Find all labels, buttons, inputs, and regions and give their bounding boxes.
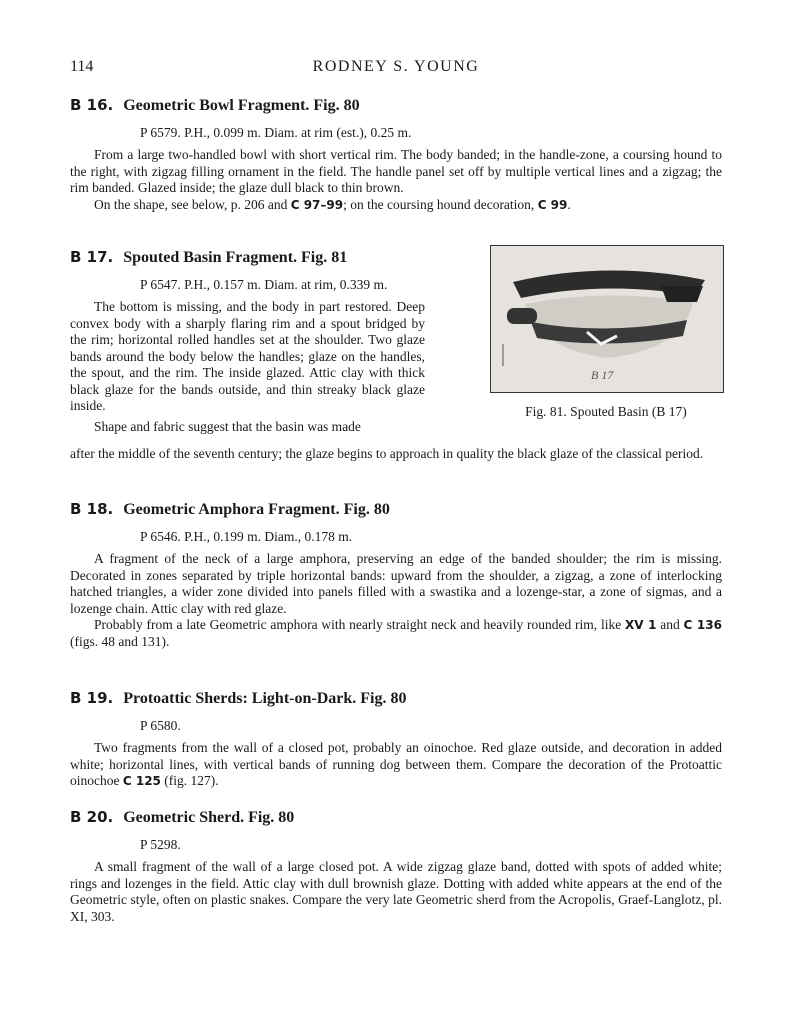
catalog-line: P 6546. P.H., 0.199 m. Diam., 0.178 m.	[140, 529, 353, 544]
description-paragraph: A small fragment of the wall of a large closed pot. A wide zigzag glaze band, dotted with spots of added white; rings and lozenges in the field. Attic clay with dull brownish glaze. Dotting with added white appears at the end of the Geometric style, often on plastic snakes. Compare the very late Geometric sherd from the Acropolis, Graef-Langlotz, pl. XI, 303.	[70, 859, 722, 924]
entry-heading	[70, 95, 722, 116]
entry-title: Protoattic Sherds: Light-on-Dark. Fig. 80	[123, 690, 407, 707]
catalog-line: P 5298.	[140, 837, 181, 852]
entry-id: B 20.	[70, 808, 114, 826]
dating-paragraph-start: Shape and fabric suggest that the basin was made	[94, 418, 361, 434]
page-number: 114	[70, 58, 94, 75]
entry-id: B 16.	[70, 96, 114, 114]
entry-title: Spouted Basin Fragment. Fig. 81	[123, 249, 348, 266]
entry-title: Geometric Bowl Fragment. Fig. 80	[123, 97, 360, 114]
entry-heading	[70, 807, 722, 828]
entry-b18	[70, 499, 722, 650]
description-paragraph: A fragment of the neck of a large amphora, preserving an edge of the banded shoulder; the rim is missing. Decorated in zones separated by triple horizontal bands: upward from the shoulder, a zigzag, a zone of interlocking hatched triangles, a wider zone divided into panels filled with a swastika and a lozenge-star, a zone of sigmas, and a lozenge chain. Attic clay with red glaze.	[70, 551, 722, 616]
entry-b16	[70, 95, 722, 213]
catalog-line: P 6580.	[140, 718, 181, 733]
catalog-line: P 6547. P.H., 0.157 m. Diam. at rim, 0.339 m.	[140, 277, 388, 292]
description-paragraph: From a large two-handled bowl with short vertical rim. The body banded; in the handle-zone, a coursing hound to the right, with zigzag filling ornament in the field. The handle panel set off by multiple vertical lines and a zigzag; the rim banded. Glazed inside; the glaze dull black to thin brown.	[70, 147, 722, 195]
catalog-reference: C 136	[683, 618, 722, 632]
entry-id: B 18.	[70, 500, 114, 518]
entry-heading	[70, 688, 722, 709]
description-paragraph: The bottom is missing, and the body in part restored. Deep convex body with a sharply flaring rim and a spout bridged by the rim; horizontal rolled handles set at the shoulder. Two glaze bands around the body below the handles; glaze on the handles, the spout, and the rim. The inside glazed. Attic clay with thick black glaze for the bands outside, and thin streaky black glaze inside.	[70, 299, 425, 413]
catalog-reference: C 125	[122, 774, 161, 788]
catalog-line: P 6579. P.H., 0.099 m. Diam. at rim (est.), 0.25 m.	[140, 125, 412, 140]
entry-title: Geometric Amphora Fragment. Fig. 80	[123, 501, 390, 518]
figure-81-photo	[490, 245, 724, 393]
entry-b20	[70, 807, 722, 925]
reference-paragraph: On the shape, see below, p. 206 and C 97–99; on the coursing hound decoration, C 99.	[94, 196, 571, 212]
entry-id: B 19.	[70, 689, 114, 707]
entry-id: B 17.	[70, 248, 114, 266]
catalog-reference: C 97–99	[290, 197, 344, 212]
catalog-reference: C 99	[537, 197, 568, 212]
running-head: RODNEY S. YOUNG	[312, 58, 480, 75]
entry-b19	[70, 688, 722, 790]
dating-paragraph-continued: after the middle of the seventh century; the glaze begins to approach in quality the black glaze of the classical period.	[70, 446, 704, 461]
description-paragraph: Two fragments from the wall of a closed pot, probably an oinochoe. Red glaze outside, and decoration in added white; horizontal lines, with vertical bands of running dog between them. Compare the decoration of the Protoattic oinochoe C 125 (fig. 127).	[70, 740, 722, 788]
reference-paragraph: Probably from a late Geometric amphora with nearly straight neck and heavily rounded rim, like XV 1 and C 136 (figs. 48 and 131).	[70, 617, 722, 649]
spouted-basin-image	[491, 246, 723, 392]
catalog-reference: XV 1	[624, 618, 657, 632]
figure-label: B 17	[591, 368, 614, 382]
figure-caption: Fig. 81. Spouted Basin (B 17)	[525, 404, 687, 419]
entry-heading	[70, 499, 722, 520]
entry-title: Geometric Sherd. Fig. 80	[123, 809, 295, 826]
entry-b17-text	[70, 276, 425, 435]
page-header	[70, 58, 722, 80]
